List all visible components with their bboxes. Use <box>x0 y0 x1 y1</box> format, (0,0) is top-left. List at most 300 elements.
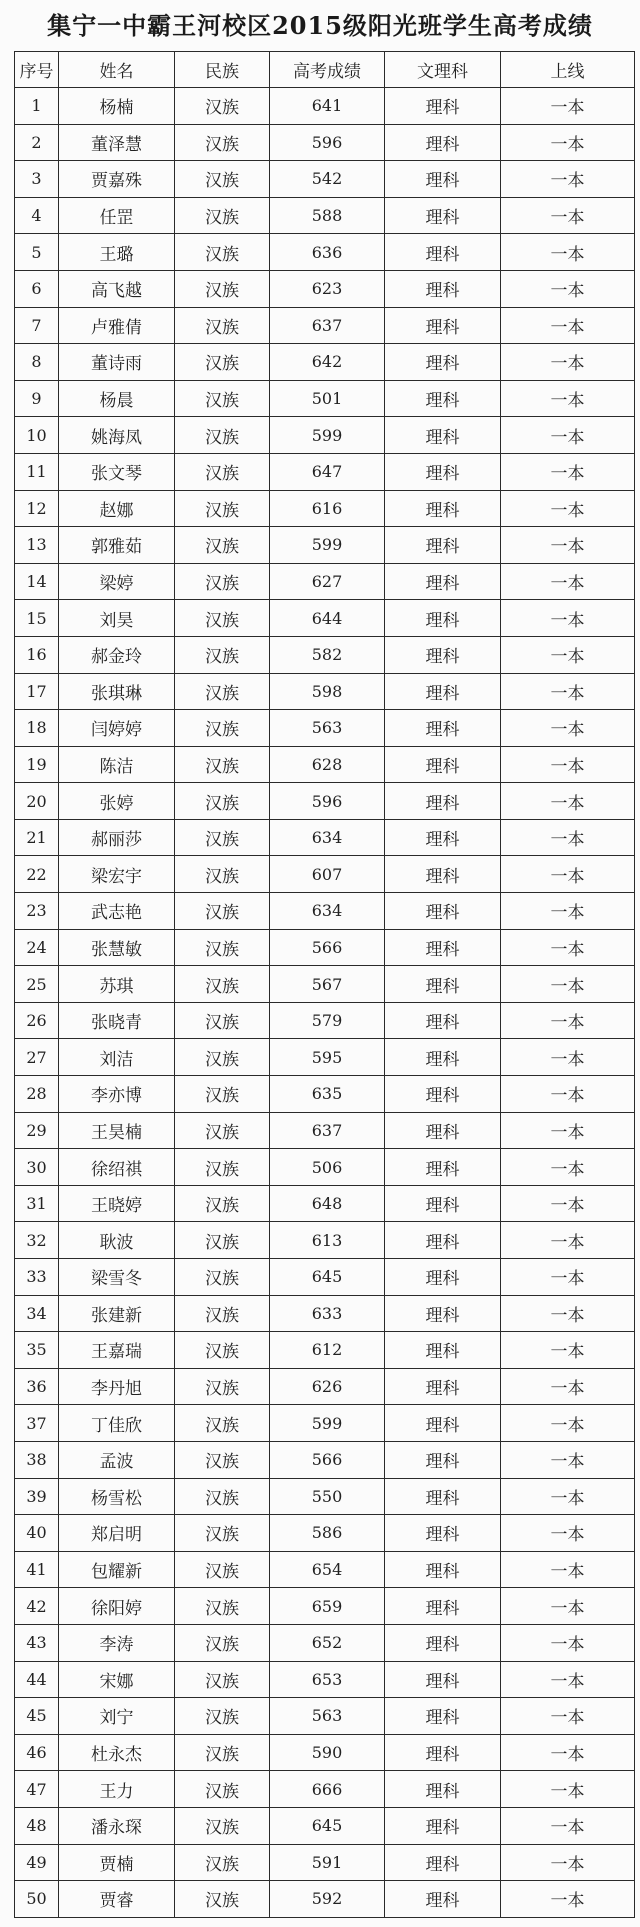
table-row <box>15 1661 635 1698</box>
table-row <box>15 1698 635 1735</box>
row-track: 理科 <box>385 453 501 490</box>
row-track: 理科 <box>385 673 501 710</box>
row-tier: 一本 <box>501 929 635 966</box>
row-name: 李涛 <box>59 1624 175 1661</box>
row-ethnicity: 汉族 <box>175 234 270 271</box>
row-score: 598 <box>270 673 385 710</box>
row-tier: 一本 <box>501 1368 635 1405</box>
row-score: 637 <box>270 1112 385 1149</box>
row-name: 张晓青 <box>59 1002 175 1039</box>
header-track: 文理科 <box>385 52 501 88</box>
row-index: 18 <box>15 710 59 747</box>
row-track: 理科 <box>385 1515 501 1552</box>
row-track: 理科 <box>385 1112 501 1149</box>
row-tier: 一本 <box>501 1405 635 1442</box>
row-ethnicity: 汉族 <box>175 1441 270 1478</box>
row-track: 理科 <box>385 197 501 234</box>
row-score: 612 <box>270 1332 385 1369</box>
row-index: 16 <box>15 636 59 673</box>
row-ethnicity: 汉族 <box>175 1076 270 1113</box>
row-index: 24 <box>15 929 59 966</box>
row-ethnicity: 汉族 <box>175 1222 270 1259</box>
row-track: 理科 <box>385 527 501 564</box>
row-tier: 一本 <box>501 1881 635 1918</box>
table-row <box>15 966 635 1003</box>
row-ethnicity: 汉族 <box>175 1588 270 1625</box>
table-row <box>15 234 635 271</box>
row-index: 17 <box>15 673 59 710</box>
row-score: 616 <box>270 490 385 527</box>
row-index: 32 <box>15 1222 59 1259</box>
row-index: 13 <box>15 527 59 564</box>
row-track: 理科 <box>385 1844 501 1881</box>
row-index: 33 <box>15 1259 59 1296</box>
row-score: 550 <box>270 1478 385 1515</box>
row-score: 637 <box>270 307 385 344</box>
row-track: 理科 <box>385 307 501 344</box>
row-track: 理科 <box>385 1624 501 1661</box>
row-index: 26 <box>15 1002 59 1039</box>
table-row <box>15 124 635 161</box>
row-name: 刘昊 <box>59 600 175 637</box>
table-row <box>15 563 635 600</box>
row-index: 39 <box>15 1478 59 1515</box>
table-row <box>15 1807 635 1844</box>
row-index: 30 <box>15 1149 59 1186</box>
row-ethnicity: 汉族 <box>175 1149 270 1186</box>
document-title: 集宁一中霸王河校区2015级阳光班学生高考成绩 <box>47 11 593 40</box>
row-tier: 一本 <box>501 197 635 234</box>
row-ethnicity: 汉族 <box>175 1807 270 1844</box>
header-score: 高考成绩 <box>270 52 385 88</box>
row-track: 理科 <box>385 929 501 966</box>
row-index: 4 <box>15 197 59 234</box>
row-track: 理科 <box>385 710 501 747</box>
row-ethnicity: 汉族 <box>175 929 270 966</box>
row-index: 34 <box>15 1295 59 1332</box>
row-tier: 一本 <box>501 636 635 673</box>
row-name: 董诗雨 <box>59 344 175 381</box>
row-index: 45 <box>15 1698 59 1735</box>
row-name: 陈洁 <box>59 746 175 783</box>
table-row <box>15 1149 635 1186</box>
row-track: 理科 <box>385 1807 501 1844</box>
row-score: 641 <box>270 88 385 125</box>
row-score: 566 <box>270 929 385 966</box>
row-ethnicity: 汉族 <box>175 161 270 198</box>
table-row <box>15 1551 635 1588</box>
row-score: 659 <box>270 1588 385 1625</box>
row-tier: 一本 <box>501 1551 635 1588</box>
table-row <box>15 600 635 637</box>
row-tier: 一本 <box>501 1698 635 1735</box>
row-ethnicity: 汉族 <box>175 1039 270 1076</box>
row-track: 理科 <box>385 1588 501 1625</box>
table-row <box>15 1368 635 1405</box>
row-tier: 一本 <box>501 1076 635 1113</box>
table-row <box>15 1478 635 1515</box>
row-score: 596 <box>270 783 385 820</box>
row-score: 501 <box>270 380 385 417</box>
row-track: 理科 <box>385 1185 501 1222</box>
row-index: 42 <box>15 1588 59 1625</box>
table-row <box>15 1405 635 1442</box>
table-row <box>15 270 635 307</box>
row-tier: 一本 <box>501 234 635 271</box>
row-score: 563 <box>270 1698 385 1735</box>
row-track: 理科 <box>385 1039 501 1076</box>
row-ethnicity: 汉族 <box>175 856 270 893</box>
row-name: 董泽慧 <box>59 124 175 161</box>
row-score: 542 <box>270 161 385 198</box>
row-track: 理科 <box>385 1551 501 1588</box>
row-score: 648 <box>270 1185 385 1222</box>
row-tier: 一本 <box>501 1149 635 1186</box>
row-ethnicity: 汉族 <box>175 1661 270 1698</box>
row-name: 郝金玲 <box>59 636 175 673</box>
table-row <box>15 1076 635 1113</box>
row-ethnicity: 汉族 <box>175 453 270 490</box>
score-table <box>14 51 635 1918</box>
table-row <box>15 1222 635 1259</box>
row-track: 理科 <box>385 783 501 820</box>
row-index: 12 <box>15 490 59 527</box>
table-row <box>15 929 635 966</box>
row-tier: 一本 <box>501 88 635 125</box>
row-index: 38 <box>15 1441 59 1478</box>
row-score: 666 <box>270 1771 385 1808</box>
row-track: 理科 <box>385 490 501 527</box>
row-tier: 一本 <box>501 1771 635 1808</box>
row-ethnicity: 汉族 <box>175 710 270 747</box>
row-tier: 一本 <box>501 1661 635 1698</box>
table-row <box>15 1039 635 1076</box>
row-tier: 一本 <box>501 746 635 783</box>
table-row <box>15 307 635 344</box>
row-track: 理科 <box>385 1405 501 1442</box>
row-ethnicity: 汉族 <box>175 1551 270 1588</box>
row-score: 596 <box>270 124 385 161</box>
table-row <box>15 1734 635 1771</box>
row-name: 闫婷婷 <box>59 710 175 747</box>
table-row <box>15 1441 635 1478</box>
row-tier: 一本 <box>501 563 635 600</box>
row-index: 9 <box>15 380 59 417</box>
row-index: 5 <box>15 234 59 271</box>
row-name: 刘洁 <box>59 1039 175 1076</box>
row-index: 29 <box>15 1112 59 1149</box>
row-track: 理科 <box>385 270 501 307</box>
row-ethnicity: 汉族 <box>175 197 270 234</box>
row-ethnicity: 汉族 <box>175 1515 270 1552</box>
row-name: 包耀新 <box>59 1551 175 1588</box>
table-row <box>15 856 635 893</box>
row-score: 590 <box>270 1734 385 1771</box>
row-index: 43 <box>15 1624 59 1661</box>
row-ethnicity: 汉族 <box>175 124 270 161</box>
row-index: 47 <box>15 1771 59 1808</box>
row-ethnicity: 汉族 <box>175 600 270 637</box>
row-name: 王力 <box>59 1771 175 1808</box>
row-tier: 一本 <box>501 1441 635 1478</box>
row-index: 21 <box>15 819 59 856</box>
row-track: 理科 <box>385 1881 501 1918</box>
header-name: 姓名 <box>59 52 175 88</box>
row-ethnicity: 汉族 <box>175 1734 270 1771</box>
table-row <box>15 161 635 198</box>
header-index: 序号 <box>15 52 59 88</box>
row-track: 理科 <box>385 1149 501 1186</box>
row-score: 642 <box>270 344 385 381</box>
row-track: 理科 <box>385 746 501 783</box>
row-tier: 一本 <box>501 453 635 490</box>
row-score: 645 <box>270 1807 385 1844</box>
row-index: 44 <box>15 1661 59 1698</box>
row-score: 586 <box>270 1515 385 1552</box>
row-score: 654 <box>270 1551 385 1588</box>
row-tier: 一本 <box>501 1112 635 1149</box>
row-tier: 一本 <box>501 490 635 527</box>
row-track: 理科 <box>385 893 501 930</box>
row-name: 徐绍祺 <box>59 1149 175 1186</box>
row-ethnicity: 汉族 <box>175 563 270 600</box>
row-tier: 一本 <box>501 307 635 344</box>
row-name: 任罡 <box>59 197 175 234</box>
table-row <box>15 746 635 783</box>
table-row <box>15 783 635 820</box>
row-track: 理科 <box>385 1368 501 1405</box>
row-name: 杨雪松 <box>59 1478 175 1515</box>
row-score: 566 <box>270 1441 385 1478</box>
row-name: 王璐 <box>59 234 175 271</box>
row-ethnicity: 汉族 <box>175 1002 270 1039</box>
row-track: 理科 <box>385 1478 501 1515</box>
table-header-row <box>15 52 635 88</box>
row-track: 理科 <box>385 563 501 600</box>
row-tier: 一本 <box>501 1039 635 1076</box>
header-tier: 上线 <box>501 52 635 88</box>
row-tier: 一本 <box>501 270 635 307</box>
row-score: 599 <box>270 527 385 564</box>
row-score: 579 <box>270 1002 385 1039</box>
row-score: 591 <box>270 1844 385 1881</box>
row-score: 634 <box>270 819 385 856</box>
row-score: 623 <box>270 270 385 307</box>
table-row <box>15 417 635 454</box>
row-tier: 一本 <box>501 673 635 710</box>
row-name: 贾嘉殊 <box>59 161 175 198</box>
row-score: 567 <box>270 966 385 1003</box>
row-tier: 一本 <box>501 600 635 637</box>
row-score: 582 <box>270 636 385 673</box>
table-row <box>15 1624 635 1661</box>
row-name: 宋娜 <box>59 1661 175 1698</box>
row-name: 郭雅茹 <box>59 527 175 564</box>
row-index: 1 <box>15 88 59 125</box>
row-name: 高飞越 <box>59 270 175 307</box>
row-ethnicity: 汉族 <box>175 893 270 930</box>
row-tier: 一本 <box>501 893 635 930</box>
table-row <box>15 710 635 747</box>
row-ethnicity: 汉族 <box>175 1185 270 1222</box>
row-name: 王嘉瑞 <box>59 1332 175 1369</box>
row-track: 理科 <box>385 161 501 198</box>
row-tier: 一本 <box>501 1807 635 1844</box>
row-name: 孟波 <box>59 1441 175 1478</box>
row-tier: 一本 <box>501 1844 635 1881</box>
table-row <box>15 344 635 381</box>
row-track: 理科 <box>385 380 501 417</box>
row-ethnicity: 汉族 <box>175 1368 270 1405</box>
row-index: 23 <box>15 893 59 930</box>
row-ethnicity: 汉族 <box>175 1112 270 1149</box>
row-name: 郑启明 <box>59 1515 175 1552</box>
table-row <box>15 197 635 234</box>
row-score: 599 <box>270 417 385 454</box>
row-index: 49 <box>15 1844 59 1881</box>
row-score: 653 <box>270 1661 385 1698</box>
row-ethnicity: 汉族 <box>175 88 270 125</box>
row-tier: 一本 <box>501 417 635 454</box>
table-row <box>15 1185 635 1222</box>
row-index: 36 <box>15 1368 59 1405</box>
row-track: 理科 <box>385 344 501 381</box>
row-name: 杜永杰 <box>59 1734 175 1771</box>
row-ethnicity: 汉族 <box>175 746 270 783</box>
row-tier: 一本 <box>501 819 635 856</box>
row-name: 杨楠 <box>59 88 175 125</box>
row-name: 王昊楠 <box>59 1112 175 1149</box>
row-score: 635 <box>270 1076 385 1113</box>
row-tier: 一本 <box>501 856 635 893</box>
row-index: 31 <box>15 1185 59 1222</box>
row-name: 张慧敏 <box>59 929 175 966</box>
row-ethnicity: 汉族 <box>175 1332 270 1369</box>
row-tier: 一本 <box>501 527 635 564</box>
row-score: 628 <box>270 746 385 783</box>
row-tier: 一本 <box>501 344 635 381</box>
row-track: 理科 <box>385 1698 501 1735</box>
row-index: 14 <box>15 563 59 600</box>
row-track: 理科 <box>385 819 501 856</box>
row-track: 理科 <box>385 600 501 637</box>
row-name: 梁婷 <box>59 563 175 600</box>
row-track: 理科 <box>385 856 501 893</box>
row-ethnicity: 汉族 <box>175 1478 270 1515</box>
row-score: 563 <box>270 710 385 747</box>
row-index: 41 <box>15 1551 59 1588</box>
row-ethnicity: 汉族 <box>175 490 270 527</box>
row-index: 25 <box>15 966 59 1003</box>
row-name: 姚海凤 <box>59 417 175 454</box>
row-name: 梁雪冬 <box>59 1259 175 1296</box>
row-score: 506 <box>270 1149 385 1186</box>
row-ethnicity: 汉族 <box>175 636 270 673</box>
row-tier: 一本 <box>501 1222 635 1259</box>
row-score: 626 <box>270 1368 385 1405</box>
row-score: 599 <box>270 1405 385 1442</box>
row-name: 丁佳欣 <box>59 1405 175 1442</box>
row-index: 11 <box>15 453 59 490</box>
row-name: 卢雅倩 <box>59 307 175 344</box>
row-index: 50 <box>15 1881 59 1918</box>
row-tier: 一本 <box>501 1185 635 1222</box>
row-index: 10 <box>15 417 59 454</box>
table-row <box>15 1881 635 1918</box>
row-index: 2 <box>15 124 59 161</box>
row-score: 627 <box>270 563 385 600</box>
row-tier: 一本 <box>501 124 635 161</box>
row-ethnicity: 汉族 <box>175 417 270 454</box>
row-track: 理科 <box>385 124 501 161</box>
row-name: 梁宏宇 <box>59 856 175 893</box>
row-ethnicity: 汉族 <box>175 1624 270 1661</box>
row-index: 19 <box>15 746 59 783</box>
row-ethnicity: 汉族 <box>175 307 270 344</box>
row-track: 理科 <box>385 636 501 673</box>
table-row <box>15 1771 635 1808</box>
table-row <box>15 1002 635 1039</box>
row-score: 645 <box>270 1259 385 1296</box>
table-row <box>15 1588 635 1625</box>
row-score: 634 <box>270 893 385 930</box>
row-name: 赵娜 <box>59 490 175 527</box>
row-name: 张琪琳 <box>59 673 175 710</box>
row-index: 40 <box>15 1515 59 1552</box>
row-index: 35 <box>15 1332 59 1369</box>
row-track: 理科 <box>385 1002 501 1039</box>
row-track: 理科 <box>385 1441 501 1478</box>
row-tier: 一本 <box>501 1588 635 1625</box>
table-row <box>15 636 635 673</box>
row-tier: 一本 <box>501 1295 635 1332</box>
row-score: 592 <box>270 1881 385 1918</box>
row-name: 武志艳 <box>59 893 175 930</box>
row-tier: 一本 <box>501 783 635 820</box>
row-track: 理科 <box>385 234 501 271</box>
row-name: 贾楠 <box>59 1844 175 1881</box>
row-index: 27 <box>15 1039 59 1076</box>
row-track: 理科 <box>385 88 501 125</box>
row-track: 理科 <box>385 1076 501 1113</box>
row-track: 理科 <box>385 417 501 454</box>
table-row <box>15 819 635 856</box>
row-tier: 一本 <box>501 1734 635 1771</box>
row-ethnicity: 汉族 <box>175 527 270 564</box>
table-row <box>15 1295 635 1332</box>
row-score: 647 <box>270 453 385 490</box>
row-index: 7 <box>15 307 59 344</box>
row-index: 28 <box>15 1076 59 1113</box>
row-tier: 一本 <box>501 710 635 747</box>
row-name: 张婷 <box>59 783 175 820</box>
row-track: 理科 <box>385 966 501 1003</box>
row-score: 613 <box>270 1222 385 1259</box>
row-name: 苏琪 <box>59 966 175 1003</box>
row-name: 刘宁 <box>59 1698 175 1735</box>
row-ethnicity: 汉族 <box>175 1844 270 1881</box>
row-index: 8 <box>15 344 59 381</box>
table-row <box>15 88 635 125</box>
row-index: 3 <box>15 161 59 198</box>
row-name: 贾睿 <box>59 1881 175 1918</box>
table-row <box>15 1332 635 1369</box>
row-name: 杨晨 <box>59 380 175 417</box>
row-name: 耿波 <box>59 1222 175 1259</box>
row-score: 633 <box>270 1295 385 1332</box>
row-name: 李丹旭 <box>59 1368 175 1405</box>
row-name: 张文琴 <box>59 453 175 490</box>
